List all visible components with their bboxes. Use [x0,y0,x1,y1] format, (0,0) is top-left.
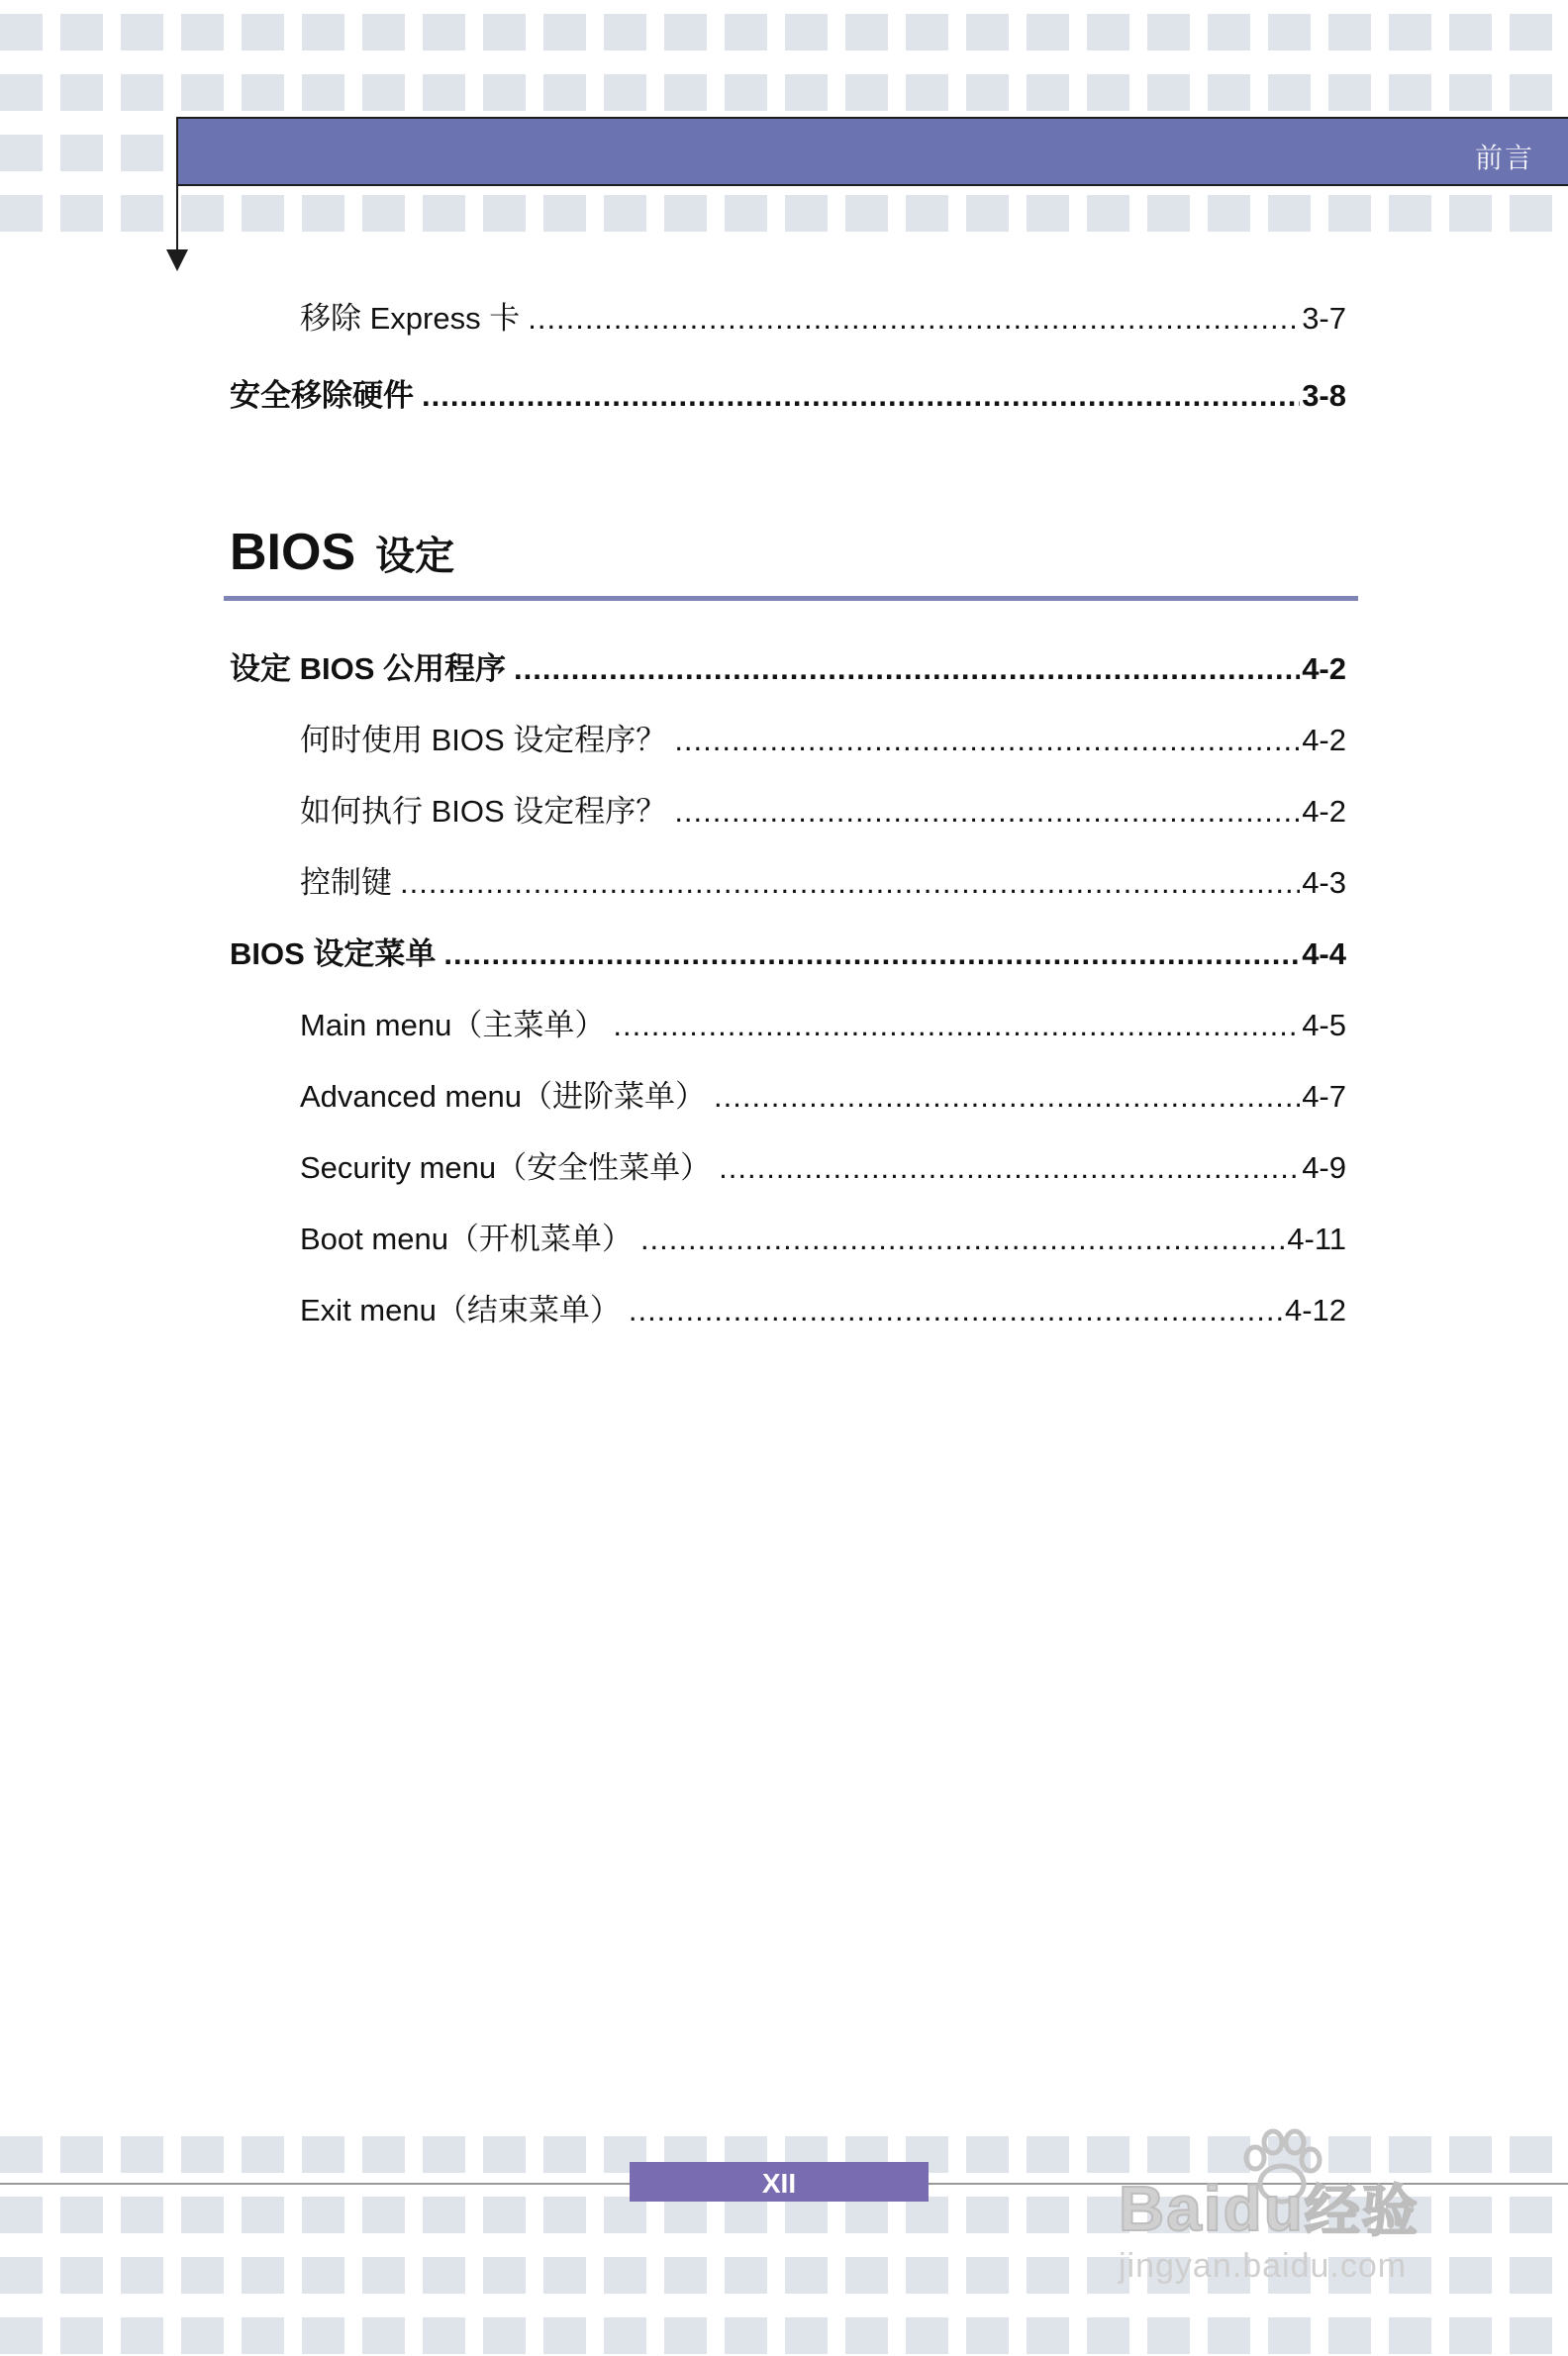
chapter-title: 前言 [1474,142,1534,174]
section-heading-latin: BIOS [230,524,356,581]
page-number: XII [761,2168,797,2199]
header-arrow-line [176,117,178,253]
toc-entry-page: 4-2 [1302,723,1346,757]
toc-entry-label: 如何执行 BIOS 设定程序？ [300,794,667,829]
toc-entry[interactable] [300,1071,1346,1116]
watermark [1109,2128,1524,2287]
toc-entry-page: 4-11 [1287,1222,1346,1256]
toc-entry[interactable] [300,857,1346,902]
toc-entry[interactable] [300,1285,1346,1329]
toc-entry-label: 控制键 [300,865,392,900]
toc-entry-label: 设定 BIOS 公用程序 [230,651,507,686]
toc-entry-page: 4-2 [1302,794,1346,829]
footer-divider [0,2183,630,2185]
toc-entry-label: 何时使用 BIOS 设定程序？ [300,723,667,757]
toc-leader-dots [443,936,1300,972]
watermark-brand-suffix: du [1223,2173,1305,2244]
toc-entry[interactable] [300,1214,1346,1258]
toc-entry-label: Main menu（主菜单） [300,1008,606,1042]
watermark-url: jingyan.baidu.com [1119,2247,1408,2285]
toc-entry-label: 移除 Express 卡 [300,301,521,336]
toc-entry-page: 4-7 [1302,1079,1346,1114]
section-divider [224,596,1358,601]
toc-entry-label: Security menu（安全性菜单） [300,1150,712,1185]
toc-entry-label: BIOS 设定菜单 [230,936,437,971]
toc-entry[interactable] [300,1142,1346,1187]
toc-leader-dots [640,1222,1285,1257]
toc-leader-dots [674,723,1300,758]
toc-entry-page: 4-12 [1284,1293,1346,1327]
toc-entry[interactable] [300,715,1346,759]
toc-leader-dots [674,794,1300,830]
toc-entry-page: 4-3 [1302,865,1346,900]
toc-entry-page: 4-4 [1302,936,1346,971]
toc-entry-label: Exit menu（结束菜单） [300,1293,621,1327]
section-heading [230,523,454,582]
toc-entry-page: 3-8 [1302,378,1346,413]
toc-entry-label: 安全移除硬件 [230,378,414,413]
page-number-bar [630,2162,929,2202]
watermark-brand [1119,2168,1420,2247]
toc-entry-page: 4-5 [1302,1008,1346,1042]
toc-entry[interactable] [230,929,1346,973]
toc-leader-dots [400,865,1300,901]
arrow-down-icon [166,249,188,271]
toc-entry[interactable] [300,293,1346,338]
toc-entry[interactable] [230,643,1346,688]
toc-entry-page: 4-9 [1302,1150,1346,1185]
toc-leader-dots [514,651,1300,687]
toc-entry-page: 3-7 [1302,301,1346,336]
toc-entry[interactable] [300,1000,1346,1044]
toc-entry[interactable] [300,786,1346,831]
toc-entry-label: Advanced menu（进阶菜单） [300,1079,707,1114]
watermark-brand-cjk: 经验 [1304,2180,1420,2244]
chapter-header-bar [176,117,1568,186]
toc-leader-dots [422,378,1300,414]
toc-leader-dots [719,1150,1300,1186]
toc-leader-dots [613,1008,1300,1043]
toc-leader-dots [629,1293,1283,1328]
toc-leader-dots [528,301,1300,337]
watermark-brand-latin: Bai [1119,2173,1224,2244]
toc-leader-dots [714,1079,1300,1115]
toc-entry-label: Boot menu（开机菜单） [300,1222,633,1256]
section-heading-cjk: 设定 [375,534,455,579]
toc-entry[interactable] [230,370,1346,415]
toc-entry-page: 4-2 [1302,651,1346,686]
